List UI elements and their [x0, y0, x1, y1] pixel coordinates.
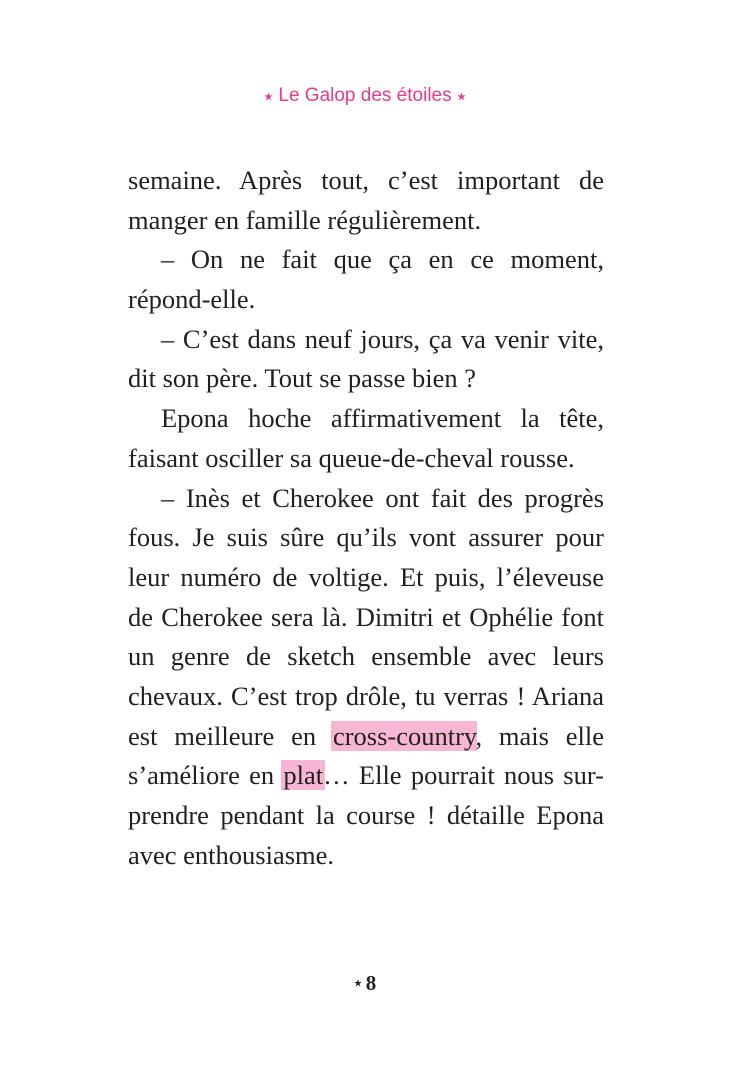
text-segment: est meilleure en	[128, 720, 333, 751]
text-line: semaine. Après tout, c’est important de	[128, 165, 604, 195]
star-icon	[264, 92, 273, 101]
text-line	[128, 717, 604, 757]
book-title: Le Galop des étoiles	[278, 85, 452, 106]
page-number: 8	[365, 971, 377, 995]
paragraph	[128, 399, 604, 478]
glossary-term-plat[interactable]: plat	[283, 760, 324, 791]
text-line: avec enthousiasme.	[128, 839, 335, 870]
text-segment: … Elle pourrait nous sur-	[323, 760, 604, 791]
text-line: – Inès et Cherokee ont fait des progrès	[161, 482, 604, 513]
text-line: de Cherokee sera là. Dimitri et Ophélie font	[128, 601, 604, 632]
body-text	[128, 161, 604, 875]
text-line: faisant osciller sa queue-de-cheval rousse.	[128, 442, 575, 473]
star-icon	[457, 92, 466, 101]
star-icon	[354, 979, 362, 987]
text-line: manger en famille régulièrement.	[128, 204, 482, 235]
text-line: un genre de sketch ensemble avec leurs	[128, 641, 604, 672]
text-segment: s’améliore en	[128, 760, 284, 791]
text-segment: , mais elle	[475, 720, 604, 751]
text-line: – On ne fait que ça en ce moment,	[161, 244, 604, 275]
text-line: répond-elle.	[128, 284, 256, 315]
text-line: dit son père. Tout se passe bien ?	[128, 363, 476, 394]
paragraph	[128, 479, 604, 876]
text-line	[128, 756, 604, 796]
paragraph	[128, 320, 604, 399]
text-line: prendre pendant la course ! détaille Epona	[128, 800, 604, 830]
paragraph	[128, 161, 604, 240]
text-line: fous. Je suis sûre qu’ils vont assurer pour	[128, 522, 604, 553]
paragraph	[128, 240, 604, 319]
running-header	[0, 82, 730, 110]
glossary-term-cross-country[interactable]: cross-country	[332, 720, 476, 751]
page-footer	[0, 970, 730, 996]
text-line: – C’est dans neuf jours, ça va venir vite,	[161, 323, 604, 354]
text-line: leur numéro de voltige. Et puis, l’éleveuse	[128, 561, 604, 592]
text-line: Epona hoche affirmativement la tête,	[161, 403, 604, 434]
text-line: chevaux. C’est trop drôle, tu verras ! Ariana	[128, 680, 604, 711]
